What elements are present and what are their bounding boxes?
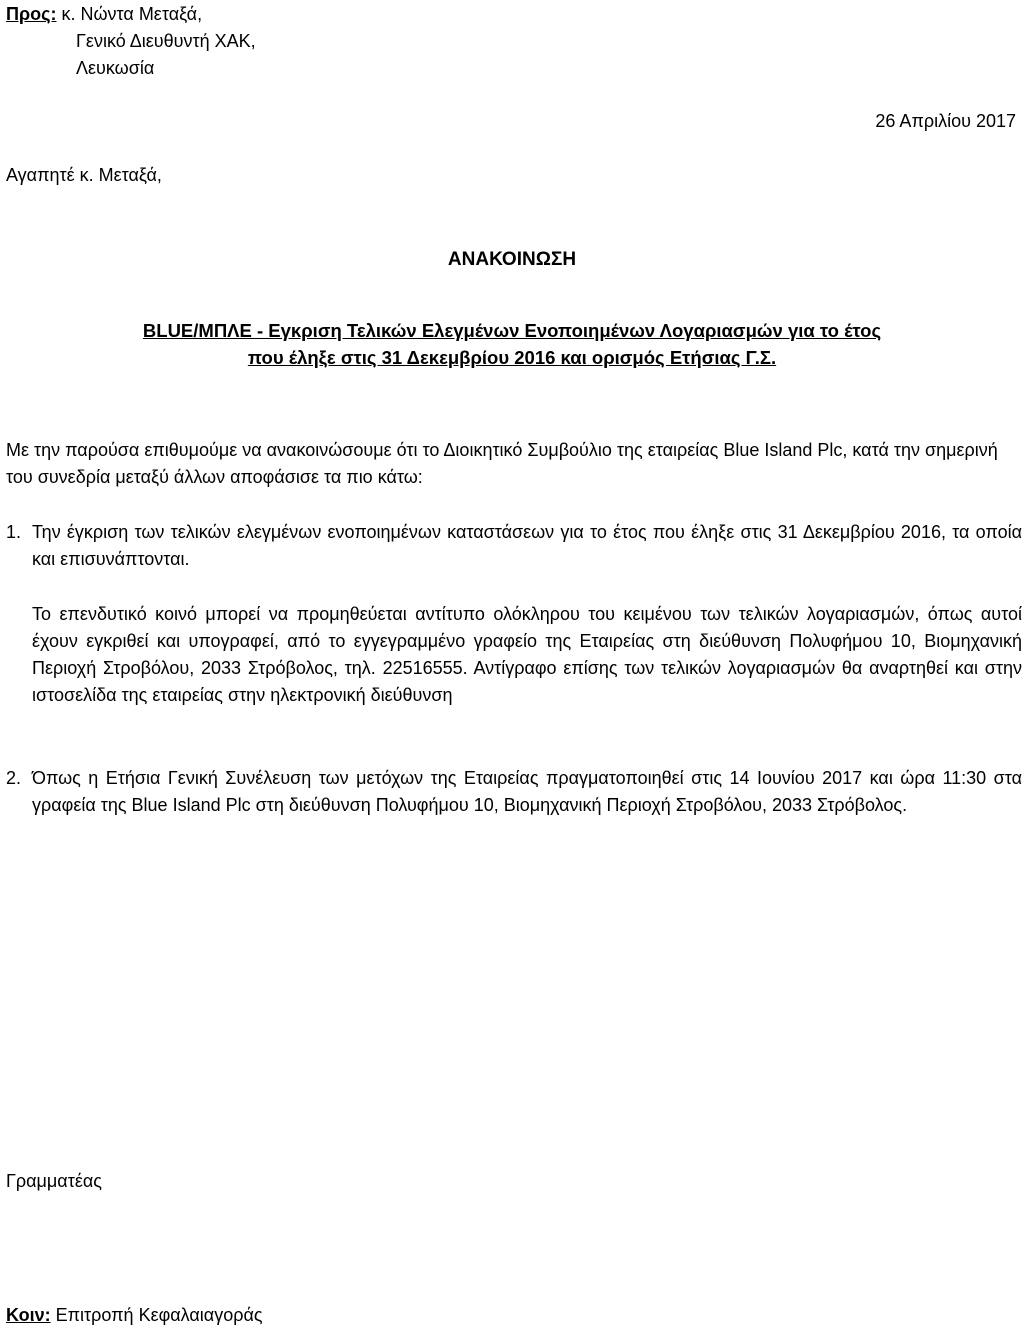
subject-block [14, 317, 1010, 371]
intro-paragraph: Με την παρούσα επιθυμούμε να ανακοινώσουμε ότι το Διοικητικό Συμβούλιο της εταιρείας Blue Island Plc, κατά την σημερινή του συνεδρία μεταξύ άλλων αποφάσισε τα πιο κάτω: [6, 440, 998, 487]
letter-date: 26 Απριλίου 2017 [875, 111, 1016, 131]
recipient-label: Προς: [6, 4, 57, 24]
cc-line [6, 1302, 263, 1329]
item-number: 1. [6, 522, 22, 542]
item-text: Όπως η Ετήσια Γενική Συνέλευση των μετόχων της Εταιρείας πραγματοποιηθεί στις 14 Ιουνίου 2017 και ώρα 11:30 στα γραφεία της Blue Island Plc στη διεύθυνση Πολυφήμου 10, Βιομηχανική Περιοχή Στροβόλου, 2033 Στρόβολος. [32, 768, 1022, 815]
decision-item-1 [6, 519, 1022, 573]
recipient-title: Γενικό Διευθυντή ΧΑΚ, [76, 31, 256, 51]
recipient-block [6, 1, 506, 82]
item-number: 2. [6, 768, 22, 788]
signature-title: Γραμματέας [6, 1171, 102, 1191]
recipient-city: Λευκωσία [76, 58, 155, 78]
cc-value: Επιτροπή Κεφαλαιαγοράς [55, 1305, 263, 1325]
salutation: Αγαπητέ κ. Μεταξά, [6, 165, 162, 185]
subject-line-2: που έληξε στις 31 Δεκεμβρίου 2016 και ορισμός Ετήσιας Γ.Σ. [247, 347, 777, 368]
decision-item-2 [6, 765, 1022, 819]
subject-line-1: BLUE/ΜΠΛΕ - Εγκριση Τελικών Ελεγμένων Ενοποιημένων Λογαριασμών για το έτος [142, 320, 882, 341]
cc-label: Κοιν: [6, 1305, 51, 1325]
investor-paragraph: Το επενδυτικό κοινό μπορεί να προμηθεύεται αντίτυπο ολόκληρου του κειμένου των τελικών λογαριασμών, όπως αυτοί έχουν εγκριθεί και υπογραφεί, από το εγγεγραμμένο γραφείο της Εταιρείας στη διεύθυνση Πολυφήμου 10, Βιομηχανική Περιοχή Στροβόλου, 2033 Στρόβολος, τηλ. 22516555. Αντίγραφο επίσης των τελικών λογαριασμών θα αναρτηθεί και στην ιστοσελίδα της εταιρείας στην ηλεκτρονική διεύθυνση [32, 604, 1022, 705]
page-title: ΑΝΑΚΟΙΝΩΣΗ [447, 249, 577, 270]
recipient-line-name [6, 1, 506, 28]
recipient-name: κ. Νώντα Μεταξά, [61, 4, 203, 24]
item-text: Την έγκριση των τελικών ελεγμένων ενοποιημένων καταστάσεων για το έτος που έληξε στις 31 Δεκεμβρίου 2016, τα οποία και επισυνάπτονται. [32, 522, 1022, 569]
